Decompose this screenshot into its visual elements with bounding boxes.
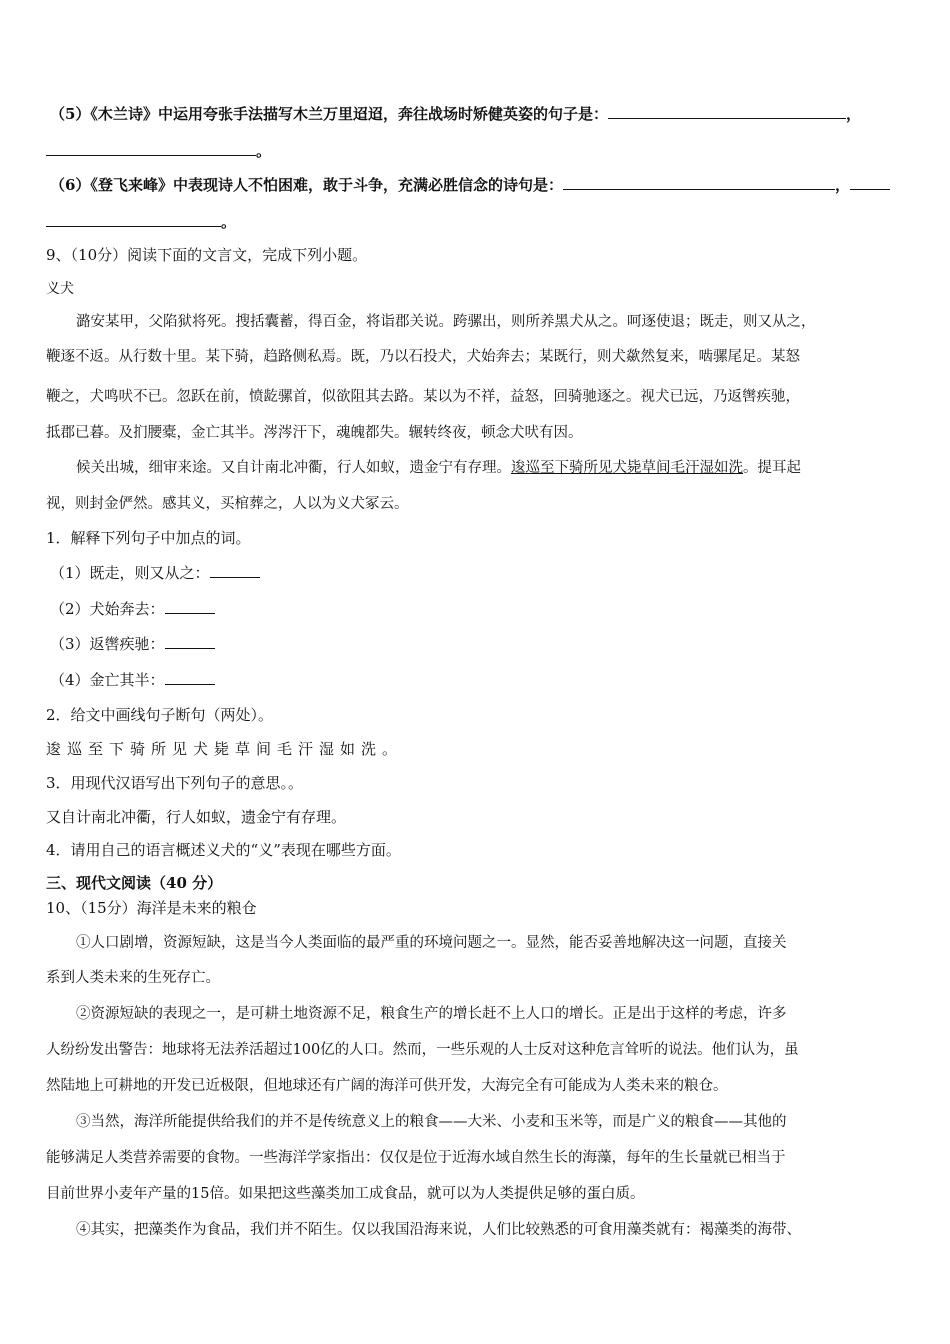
passage-line: 鞭逐不返。从行数十里。某下骑，趋路侧私焉。既，乃以石投犬，犬始奔去；某既行，则犬歘然复来，啮骡尾足。某怒: [46, 349, 800, 365]
answer-blank[interactable]: [46, 141, 256, 156]
q10-header: 10、（15分）海洋是未来的粮仓: [46, 899, 257, 917]
question-1-3: （3）返辔疾驰：: [50, 634, 910, 654]
article-line: 然陆地上可耕地的开发已近极限，但地球还有广阔的海洋可供开发，大海完全有可能成为人类未来的粮仓。: [46, 1078, 728, 1094]
q8-5-prompt: （5）《木兰诗》中运用夸张手法描写木兰万里迢迢，奔往战场时矫健英姿的句子是： ，: [50, 105, 861, 123]
answer-blank[interactable]: [165, 599, 215, 614]
article-line: ③当然，海洋所能提供给我们的并不是传统意义上的粮食——大米、小麦和玉米等，而是广义的粮食——其他的: [76, 1114, 787, 1130]
passage-line: 视，则封金俨然。感其义，买棺葬之，人以为义犬冢云。: [46, 496, 409, 512]
answer-blank[interactable]: [850, 175, 890, 190]
article-line: ①人口剧增，资源短缺，这是当今人类面临的最严重的环境问题之一。显然，能否妥善地解决这一问题，直接关: [76, 935, 787, 951]
passage-line: 鞭之，犬鸣吠不已。忽跃在前，愤龁骡首，似欲阻其去路。某以为不祥，益怒，回骑驰逐之。视犬已远，乃返辔疾驰，: [46, 389, 800, 405]
passage-line: 候关出城，细审来途。又自计南北冲衢，行人如蚁，遗金宁有存理。逡巡至下骑所见犬毙草间毛汗湿如洗。提耳起: [76, 460, 801, 476]
passage-line: 抵郡已暮。及扪腰橐，金亡其半。涔涔汗下，魂魄都失。辗转终夜，顿念犬吠有因。: [46, 425, 583, 441]
question-1-2: （2）犬始奔去：: [50, 599, 910, 619]
answer-blank[interactable]: [210, 563, 260, 578]
article-line: ②资源短缺的表现之一，是可耕土地资源不足，粮食生产的增长赶不上人口的增长。正是出于这样的考虑，许多: [76, 1006, 787, 1022]
article-line: 人纷纷发出警告：地球将无法养活超过100亿的人口。然而，一些乐观的人士反对这种危言耸听的说法。他们认为，虽: [46, 1042, 799, 1058]
passage-line: 潞安某甲，父陷狱将死。搜括囊蓄，得百金，将诣郡关说。跨骡出，则所养黑犬从之。呵逐使退；既走，则又从之，: [76, 314, 816, 330]
underlined-sentence: 逡巡至下骑所见犬毙草间毛汗湿如洗: [511, 460, 743, 476]
question-2-sentence: 逡巡至下骑所见犬毙草间毛汗湿如洗。: [46, 740, 404, 758]
answer-blank[interactable]: [165, 670, 215, 685]
article-line: ④其实，把藻类作为食品，我们并不陌生。仅以我国沿海来说，人们比较熟悉的可食用藻类就有：褐藻类的海带、: [76, 1222, 801, 1238]
article-line: 目前世界小麦年产量的15倍。如果把这些藻类加工成食品，就可以为人类提供足够的蛋白质。: [46, 1186, 645, 1202]
question-2: 2．给文中画线句子断句（两处）。: [46, 706, 274, 724]
question-4: 4．请用自己的语言概述义犬的“义”表现在哪些方面。: [46, 841, 401, 859]
q8-6-prompt: （6）《登飞来峰》中表现诗人不怕困难，敢于斗争，充满必胜信念的诗句是： ，: [50, 175, 910, 195]
question-1: 1．解释下列句子中加点的词。: [46, 529, 251, 547]
answer-blank[interactable]: [165, 634, 215, 649]
answer-blank[interactable]: [46, 212, 221, 227]
passage-title: 义犬: [46, 281, 74, 297]
article-line: 系到人类未来的生死存亡。: [46, 970, 220, 986]
question-1-4: （4）金亡其半：: [50, 670, 910, 690]
question-3-sentence: 又自计南北冲衢，行人如蚁，遗金宁有存理。: [46, 808, 347, 826]
article-line: 能够满足人类营养需要的食物。一些海洋学家指出：仅仅是位于近海水域自然生长的海藻，每年的生长量就已相当于: [46, 1150, 786, 1166]
answer-blank[interactable]: [563, 175, 835, 190]
q8-6-continuation: 。: [46, 212, 910, 232]
question-1-1: （1）既走，则又从之：: [50, 563, 910, 583]
answer-blank[interactable]: [608, 104, 846, 119]
q8-5-continuation: 。: [46, 141, 910, 161]
q9-header: 9、（10分）阅读下面的文言文，完成下列小题。: [46, 246, 368, 264]
question-3: 3．用现代汉语写出下列句子的意思。。: [46, 774, 304, 792]
section-title: 三、现代文阅读（40 分）: [46, 874, 223, 892]
